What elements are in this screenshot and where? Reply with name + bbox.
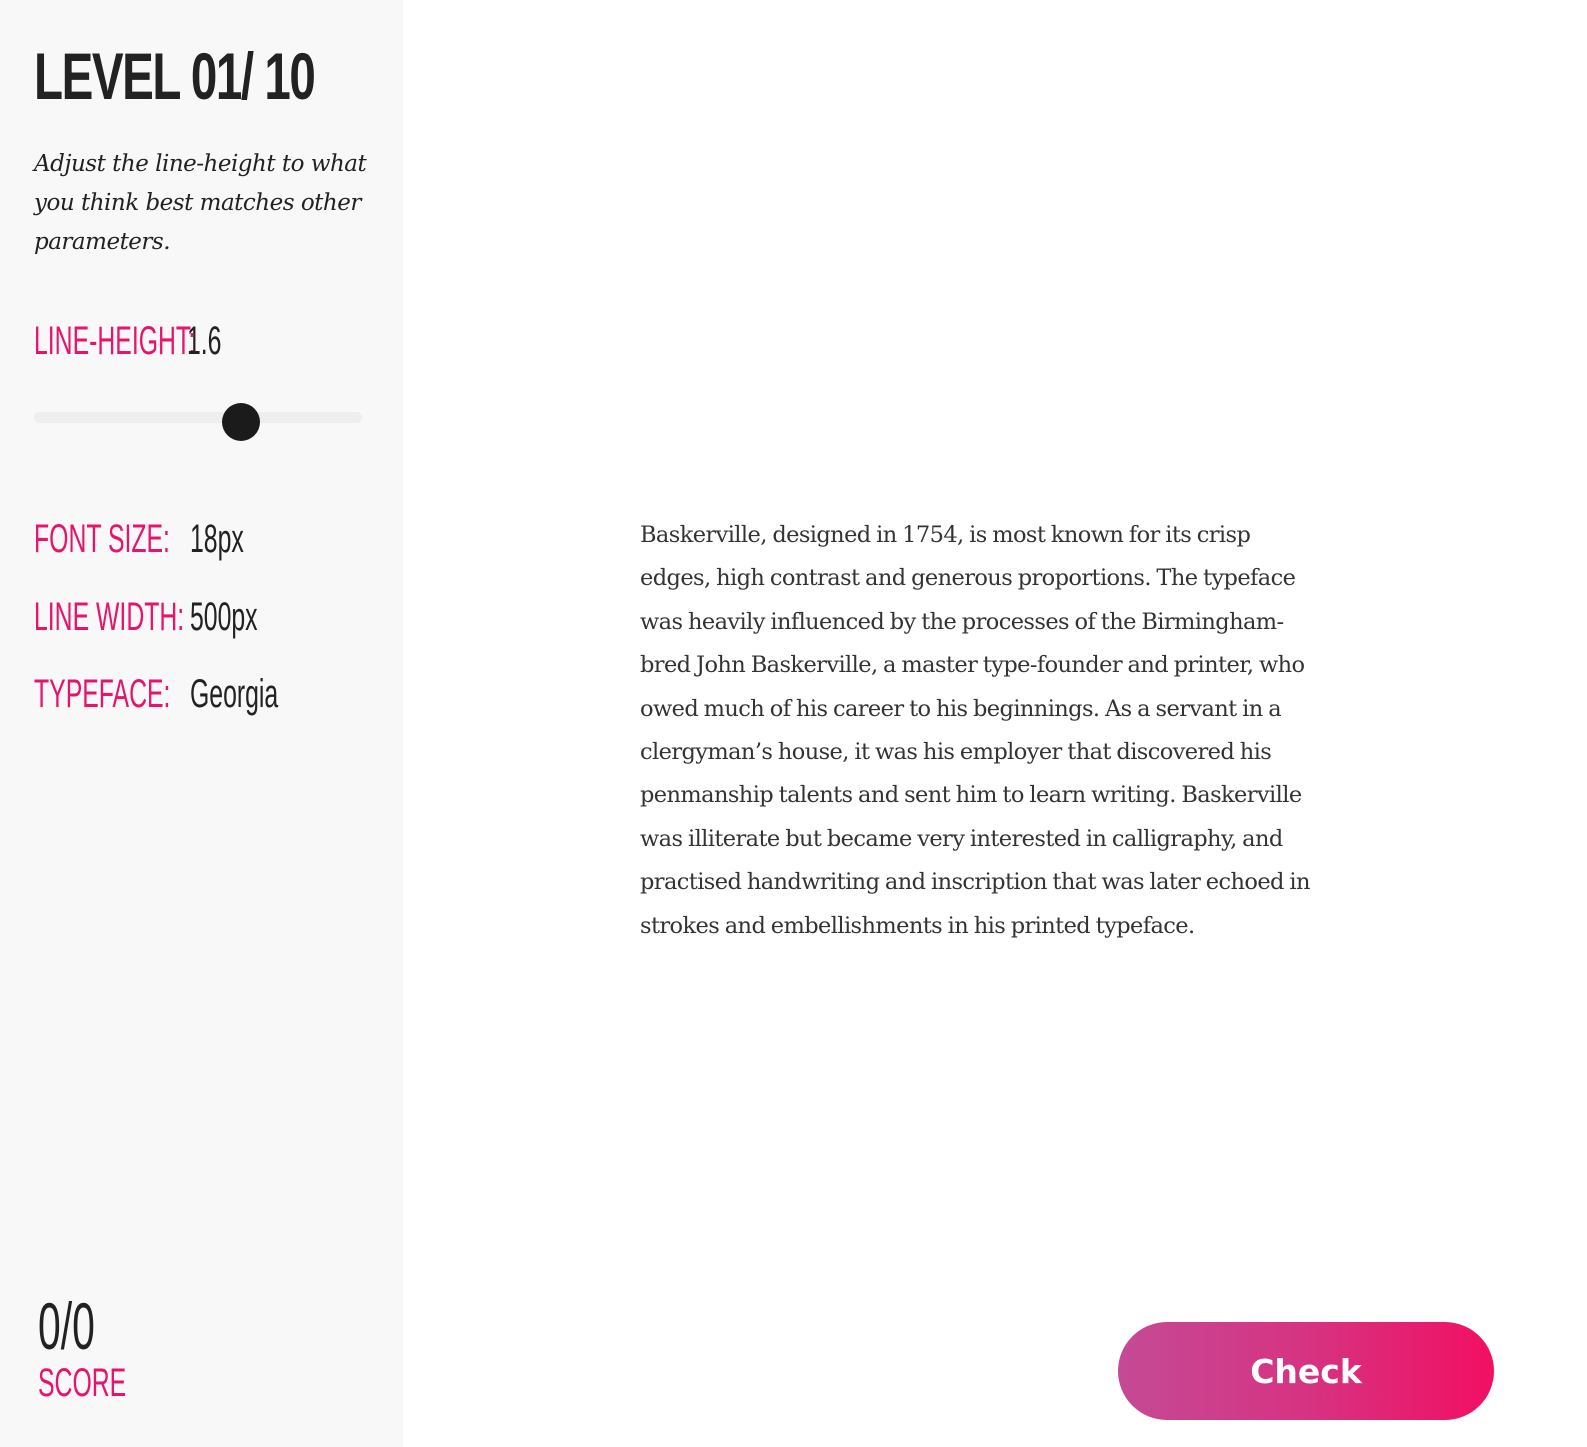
level-title: LEVEL 01/ 10 [34,39,315,113]
sidebar [0,0,403,1447]
sample-line: Baskerville, designed in 1754, is most known for its crisp [640,522,1251,548]
sample-line: practised handwriting and inscription that was later echoed in [640,869,1310,896]
font-size-label: FONT SIZE: [34,517,170,561]
sample-paragraph [640,514,1400,948]
sample-line: owed much of his career to his beginnings. As a servant in a [640,695,1282,722]
sample-line: bred John Baskerville, a master type-founder and printer, who [640,652,1305,679]
line-height-slider-thumb[interactable] [222,403,260,441]
sample-line: clergyman’s house, it was his employer that discovered his [640,739,1272,766]
font-size-value: 18px [190,517,244,561]
line-width-value: 500px [190,595,258,639]
score-label: SCORE [38,1361,127,1405]
sample-line: edges, high contrast and generous proportions. The typeface [640,565,1296,592]
score-value: 0/0 [38,1289,95,1363]
sample-line: was illiterate but became very interested in calligraphy, and [640,825,1283,852]
sample-line: was heavily influenced by the processes of the Birmingham- [640,608,1284,635]
sample-line: penmanship talents and sent him to learn writing. Baskerville [640,782,1302,809]
check-button[interactable]: Check [1118,1322,1494,1420]
typeface-value: Georgia [190,672,279,716]
line-height-value: 1.6 [187,319,222,363]
line-height-slider-track[interactable] [34,412,362,423]
sample-line: strokes and embellishments in his printed typeface. [640,912,1195,939]
line-width-label: LINE WIDTH: [34,595,185,639]
typeface-label: TYPEFACE: [34,672,171,716]
instructions-text: Adjust the line-height to what you think best matches other parameters. [34,151,367,255]
line-height-label: LINE-HEIGHT: [34,319,196,363]
